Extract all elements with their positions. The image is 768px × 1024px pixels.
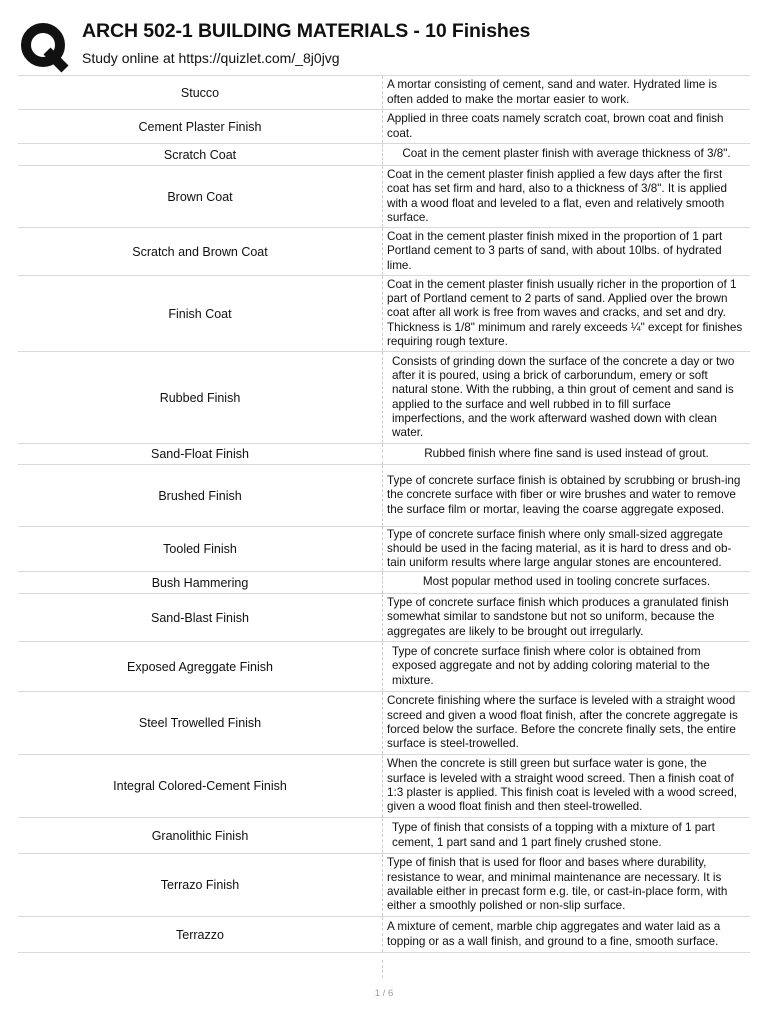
card-definition-text: Most popular method used in tooling concrete surfaces. [422, 575, 711, 589]
card-definition-text: Rubbed finish where fine sand is used instead of grout. [424, 446, 709, 460]
card-row [18, 110, 750, 144]
card-term: Terrazo Finish [160, 878, 240, 892]
card-definition [382, 854, 750, 916]
quizlet-logo-icon [18, 20, 72, 74]
card-term: Steel Trowelled Finish [138, 716, 262, 730]
card-definition [382, 917, 750, 952]
card-term: Stucco [180, 85, 220, 100]
card-definition [382, 692, 750, 754]
card-definition-text: Type of concrete surface finish where color is obtained from exposed aggregate and not by adding coloring material to the mixture. [392, 645, 710, 687]
card-definition [382, 465, 750, 526]
card-definition [382, 352, 750, 443]
card-row [18, 228, 750, 276]
card-row [18, 444, 750, 465]
card-definition [382, 444, 750, 464]
card-term: Integral Colored-Cement Finish [113, 779, 287, 793]
card-row [18, 144, 750, 166]
card-term: Scratch Coat [163, 147, 237, 162]
card-definition-text: Concrete finishing where the surface is leveled with a straight wood screed and given a wood float finish, after the concrete aggregate is forced below the surface. Before the concrete finally sets, the entire surface is steel-trowelled. [387, 694, 738, 751]
card-definition-text: Coat in the cement plaster finish usually richer in the proportion of 1 part of Portland cement to 2 parts of sand. Applied over the brown coat after all work is free from waves and cracks, and set and dry. Thickness is 1/8" minimum and rarely exceeds ¼" except for finishes requiring rough texture. [387, 277, 743, 348]
card-row [18, 755, 750, 818]
flashcard-table [18, 75, 750, 953]
card-row [18, 465, 750, 527]
card-row [18, 76, 750, 110]
card-term: Scratch and Brown Coat [132, 244, 268, 259]
card-row [18, 854, 750, 917]
card-definition [382, 572, 750, 593]
card-definition [382, 144, 750, 165]
card-term: Finish Coat [168, 306, 232, 321]
study-link[interactable]: Study online at https://quizlet.com/_8j0jvg [82, 50, 340, 66]
card-row [18, 818, 750, 854]
card-definition-text: A mixture of cement, marble chip aggregates and water laid as a topping or as a wall finish, and ground to a fine, smooth surface. [387, 920, 721, 948]
card-term: Terrazzo [176, 927, 224, 942]
card-definition-text: A mortar consisting of cement, sand and water. Hydrated lime is often added to make the mortar easier to work. [387, 78, 717, 106]
card-definition [382, 166, 750, 227]
card-definition [382, 228, 750, 275]
card-definition-text: Coat in the cement plaster finish applied a few days after the first coat has set firm and hard, also to a thickness of 3/8". It is applied with a wood float and leveled to a flat, even and relatively smooth surface. [387, 167, 728, 224]
page-header [0, 0, 768, 80]
card-row [18, 276, 750, 352]
card-definition [382, 276, 750, 351]
card-row [18, 352, 750, 444]
card-term: Sand-Blast Finish [151, 610, 249, 625]
card-row [18, 527, 750, 572]
card-definition-text: Type of concrete surface finish is obtained by scrubbing or brush-ing the concrete surface with fiber or wire brushes and water to remove the surface film or mortar, leaving the coarse aggregate exposed. [387, 474, 741, 516]
card-definition-text: Coat in the cement plaster finish mixed in the proportion of 1 part Portland cement to 3 parts of sand, with about 10lbs. of hydrated lime. [387, 230, 723, 272]
card-definition [382, 594, 750, 641]
column-divider [382, 960, 383, 978]
card-term: Bush Hammering [151, 575, 249, 590]
card-definition-text: Type of concrete surface finish where only small-sized aggregate should be used in the facing material, as it is hard to dress and ob-tain uniform results where large angular stones are encountered. [387, 527, 732, 570]
card-definition [382, 642, 750, 691]
card-row [18, 572, 750, 594]
card-definition-text: Consists of grinding down the surface of the concrete a day or two after it is poured, using a brick of carborundum, emery or soft natural stone. With the rubbing, a thin grout of cement and sand is applied to the surface and well rubbed in to fill surface imperfections, and the work afterward washed down with clean water. [392, 354, 735, 440]
card-row [18, 594, 750, 642]
page-title: ARCH 502-1 BUILDING MATERIALS - 10 Finishes [82, 20, 531, 42]
card-row [18, 917, 750, 953]
card-definition [382, 755, 750, 817]
card-term: Cement Plaster Finish [138, 119, 262, 134]
card-term: Exposed Agreggate Finish [127, 659, 273, 674]
card-definition [382, 76, 750, 109]
card-definition [382, 527, 750, 571]
card-row [18, 692, 750, 755]
card-term: Sand-Float Finish [151, 447, 249, 461]
card-definition-text: Applied in three coats namely scratch coat, brown coat and finish coat. [387, 112, 724, 140]
card-term: Brown Coat [167, 189, 233, 204]
card-definition-text: Type of concrete surface finish which produces a granulated finish somewhat similar to sandstone but not so uniform, because the aggregates are likely to be brought out irregularly. [387, 596, 729, 638]
card-definition-text: When the concrete is still green but surface water is gone, the surface is leveled with a straight wood screed. Then a finish coat of 1:3 plaster is applied. This finish coat is leveled with a wood screed, given a wood float finish and then steel-trowelled. [387, 757, 737, 814]
card-definition-text: Type of finish that consists of a topping with a mixture of 1 part cement, 1 part sand and 1 part finely crushed stone. [392, 821, 715, 849]
card-definition [382, 110, 750, 143]
card-definition-text: Coat in the cement plaster finish with average thickness of 3/8". [402, 147, 731, 161]
card-term: Brushed Finish [158, 488, 242, 503]
card-row [18, 642, 750, 692]
card-row [18, 166, 750, 228]
card-term: Tooled Finish [163, 542, 237, 556]
card-term: Rubbed Finish [159, 390, 241, 405]
card-definition [382, 818, 750, 853]
card-definition-text: Type of finish that is used for floor and bases where durability, resistance to wear, and minimal maintenance are necessary. It is available either in precast form e.g. tile, or cast-in-place form, with either a smoothly polished or non-slip surface. [387, 856, 728, 913]
page-indicator: 1 / 6 [374, 988, 394, 999]
card-term: Granolithic Finish [151, 828, 249, 843]
